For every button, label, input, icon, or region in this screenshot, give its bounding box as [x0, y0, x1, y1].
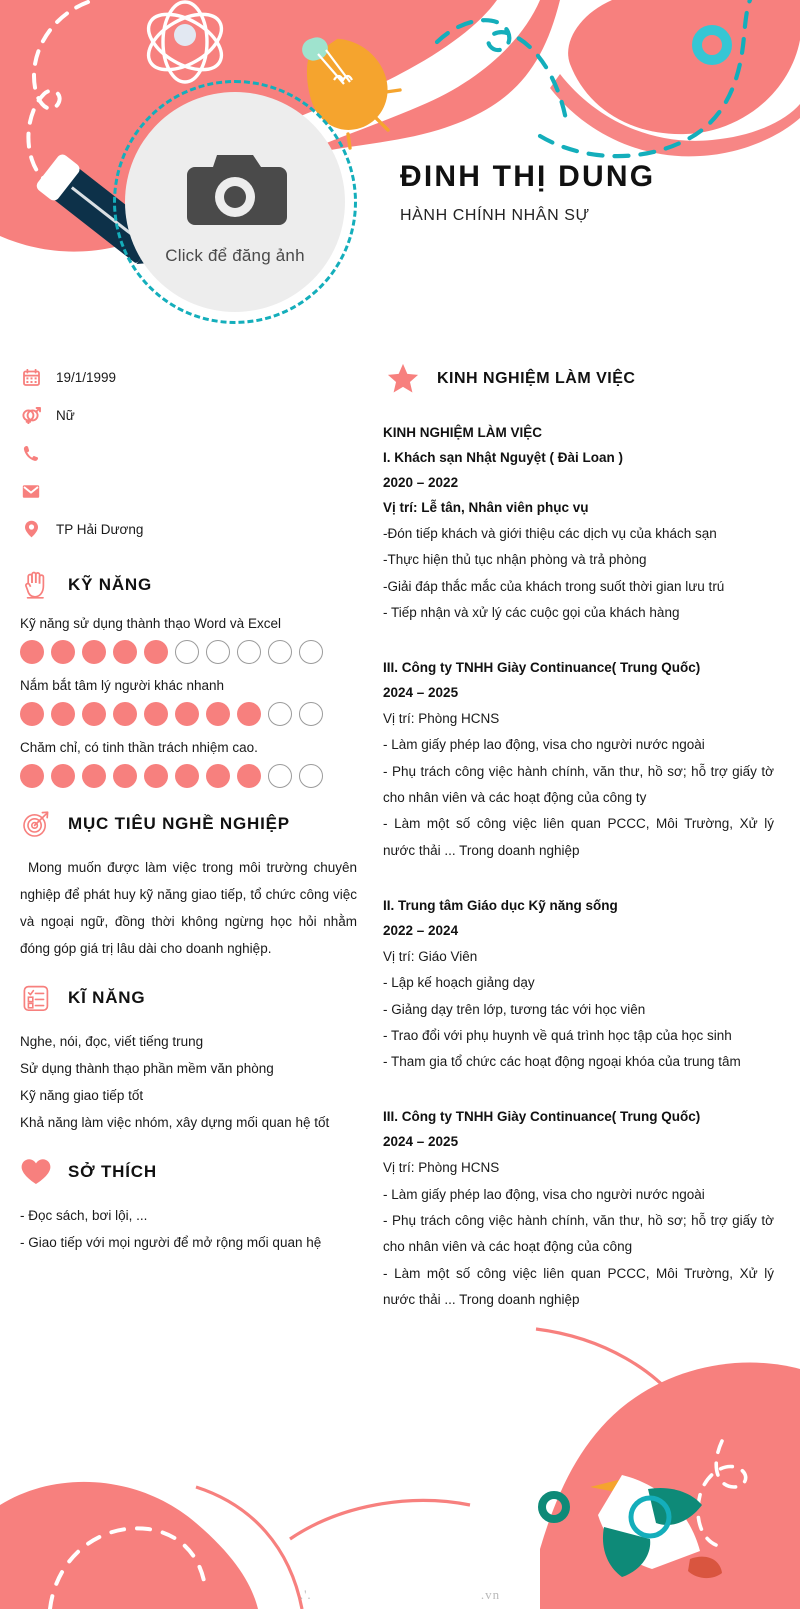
rating-dot[interactable] — [144, 764, 168, 788]
photo-upload-area[interactable] — [113, 80, 357, 324]
experience-entry — [383, 1105, 774, 1313]
experience-company[interactable]: II. Trung tâm Giáo dục Kỹ năng sống — [383, 897, 618, 913]
left-column — [0, 358, 375, 1256]
contact-row-birthday[interactable] — [20, 358, 357, 396]
name-block — [400, 160, 655, 225]
experience-role[interactable]: Vị trí: Giáo Viên — [383, 948, 478, 964]
experience-list — [383, 421, 774, 1313]
watermark-dots: .'. — [299, 1587, 312, 1602]
experience-duty[interactable]: - Lập kế hoạch giảng dạy — [383, 975, 535, 991]
contact-row-gender[interactable] — [20, 396, 357, 434]
section-title-skills-list: KĨ NĂNG — [68, 988, 146, 1007]
rating-dot[interactable] — [20, 764, 44, 788]
rating-dot[interactable] — [20, 702, 44, 726]
candidate-position[interactable]: HÀNH CHÍNH NHÂN SỰ — [400, 206, 590, 224]
experience-duty[interactable]: - Phụ trách công việc hành chính, văn thư, hồ sơ; hỗ trợ giấy tờ cho nhân viên và các hoạt động của công — [383, 1213, 774, 1255]
atom-nucleus — [174, 24, 196, 46]
contact-list — [20, 358, 357, 548]
rating-dot[interactable] — [20, 640, 44, 664]
rating-dot[interactable] — [175, 702, 199, 726]
gender-icon — [20, 407, 42, 424]
green-ring — [542, 1495, 566, 1519]
footer-decoration — [0, 1309, 800, 1609]
target-icon — [20, 810, 52, 838]
watermark — [0, 1587, 800, 1603]
rating-dot[interactable] — [299, 702, 323, 726]
section-title-skills-rated: KỸ NĂNG — [68, 575, 152, 594]
experience-role[interactable]: Vị trí: Phòng HCNS — [383, 1160, 500, 1176]
star-icon — [387, 362, 419, 395]
contact-row-email[interactable] — [20, 472, 357, 510]
experience-entry — [383, 446, 774, 626]
checklist-icon — [20, 984, 52, 1012]
experience-subheading-block — [383, 421, 774, 446]
rated-skills-list — [20, 616, 357, 788]
experience-duty[interactable]: -Thực hiện thủ tục nhận phòng và trả phòng — [383, 552, 647, 568]
list-item[interactable]: Sử dụng thành thạo phần mềm văn phòng — [20, 1061, 274, 1076]
experience-duty[interactable]: - Làm một số công việc liên quan PCCC, Môi Trường, Xử lý nước thải ... Trong doanh nghiệp — [383, 816, 774, 858]
skills-list[interactable] — [20, 1028, 357, 1136]
section-title-objective: MỤC TIÊU NGHỀ NGHIỆP — [68, 814, 290, 833]
camera-icon — [181, 149, 289, 238]
calendar-icon — [20, 369, 42, 386]
section-header-objective — [20, 810, 357, 838]
section-title-experience: KINH NGHIỆM LÀM VIỆC — [437, 369, 636, 387]
experience-entry — [383, 894, 774, 1076]
experience-duty[interactable]: - Làm giấy phép lao động, visa cho người nước ngoài — [383, 737, 705, 753]
rating-dot[interactable] — [51, 702, 75, 726]
skill-rating-dots[interactable] — [20, 764, 357, 788]
experience-role[interactable]: Vị trí: Lễ tân, Nhân viên phục vụ — [383, 499, 589, 515]
list-item[interactable]: Kỹ năng giao tiếp tốt — [20, 1088, 144, 1103]
heart-icon — [20, 1158, 52, 1186]
rating-dot[interactable] — [51, 640, 75, 664]
section-header-skills-list — [20, 984, 357, 1012]
rating-dot[interactable] — [144, 702, 168, 726]
section-header-experience — [387, 362, 774, 395]
rating-dot[interactable] — [51, 764, 75, 788]
section-header-skills-rated — [20, 570, 357, 600]
birthday-value: 19/1/1999 — [56, 369, 117, 385]
rating-dot[interactable] — [206, 640, 230, 664]
rating-dot[interactable] — [299, 640, 323, 664]
list-item[interactable]: Khả năng làm việc nhóm, xây dựng mối quan hệ tốt — [20, 1115, 330, 1130]
coral-blob-footer-right — [540, 1363, 800, 1609]
photo-inner-circle[interactable] — [125, 92, 345, 312]
skill-rating-dots[interactable] — [20, 702, 357, 726]
skill-item — [20, 740, 357, 788]
rating-dot[interactable] — [237, 640, 261, 664]
candidate-name[interactable]: ĐINH THỊ DUNG — [400, 160, 656, 193]
experience-duty[interactable]: - Phụ trách công việc hành chính, văn thư, hồ sơ; hỗ trợ giấy tờ cho nhân viên và các hoạt động của công ty — [383, 763, 774, 805]
rating-dot[interactable] — [82, 764, 106, 788]
skill-name[interactable]: Kỹ năng sử dụng thành thạo Word và Excel — [20, 616, 281, 631]
experience-company[interactable]: I. Khách sạn Nhật Nguyệt ( Đài Loan ) — [383, 449, 624, 465]
rating-dot[interactable] — [268, 702, 292, 726]
rating-dot[interactable] — [82, 702, 106, 726]
rating-dot[interactable] — [144, 640, 168, 664]
rating-dot[interactable] — [206, 702, 230, 726]
experience-duty[interactable]: - Tham gia tổ chức các hoạt động ngoại khóa của trung tâm — [383, 1054, 741, 1070]
experience-duty[interactable]: - Làm một số công việc liên quan PCCC, Môi Trường, Xử lý nước thải ... Trong doanh nghiệp — [383, 1265, 774, 1307]
skill-rating-dots[interactable] — [20, 640, 357, 664]
email-icon — [20, 484, 42, 499]
skill-name[interactable]: Chăm chỉ, có tinh thần trách nhiệm cao. — [20, 740, 258, 755]
rating-dot[interactable] — [82, 640, 106, 664]
experience-period[interactable]: 2020 – 2022 — [383, 474, 459, 490]
hand-icon — [20, 570, 52, 600]
location-value: TP Hải Dương — [56, 521, 144, 537]
experience-period[interactable]: 2024 – 2025 — [383, 1134, 459, 1150]
experience-company[interactable]: III. Công ty TNHH Giày Continuance( Trung Quốc) — [383, 1109, 701, 1125]
list-item[interactable]: Nghe, nói, đọc, viết tiếng trung — [20, 1034, 204, 1049]
skill-name[interactable]: Nắm bắt tâm lý người khác nhanh — [20, 678, 224, 693]
rating-dot[interactable] — [268, 764, 292, 788]
photo-upload-label: Click để đăng ảnh — [165, 245, 305, 265]
rating-dot[interactable] — [237, 702, 261, 726]
experience-entry — [383, 656, 774, 864]
experience-period[interactable]: 2024 – 2025 — [383, 685, 459, 701]
experience-period[interactable]: 2022 – 2024 — [383, 922, 459, 938]
experience-subheading: KINH NGHIỆM LÀM VIỆC — [383, 425, 543, 440]
hobbies-list[interactable] — [20, 1202, 357, 1256]
phone-icon — [20, 445, 42, 462]
list-item[interactable]: - Giao tiếp với mọi người để mở rộng mối quan hệ — [20, 1235, 322, 1250]
rating-dot[interactable] — [175, 640, 199, 664]
rating-dot[interactable] — [268, 640, 292, 664]
experience-duty[interactable]: - Giảng dạy trên lớp, tương tác với học viên — [383, 1001, 646, 1017]
skill-item — [20, 616, 357, 664]
objective-text[interactable]: Mong muốn được làm việc trong môi trường chuyên nghiệp để phát huy kỹ năng giao tiếp, tổ chức công việc và ngoại ngữ, đồng thời không ngừng học hỏi nhằm đóng góp giá trị lâu dài cho doanh nghiệp. — [20, 860, 357, 956]
contact-row-location[interactable] — [20, 510, 357, 548]
rating-dot[interactable] — [113, 764, 137, 788]
cv-body — [0, 358, 800, 1343]
experience-duty[interactable]: - Tiếp nhận và xử lý các cuộc gọi của khách hàng — [383, 604, 680, 620]
right-column — [375, 358, 800, 1343]
experience-duty[interactable]: -Đón tiếp khách và giới thiệu các dịch vụ của khách sạn — [383, 525, 717, 541]
experience-duty[interactable]: -Giải đáp thắc mắc của khách trong suốt thời gian lưu trú — [383, 578, 725, 594]
section-title-hobbies: SỞ THÍCH — [68, 1162, 157, 1181]
rating-dot[interactable] — [113, 702, 137, 726]
experience-duty[interactable]: - Làm giấy phép lao động, visa cho người nước ngoài — [383, 1186, 705, 1202]
gender-value: Nữ — [56, 407, 75, 423]
rating-dot[interactable] — [206, 764, 230, 788]
rating-dot[interactable] — [113, 640, 137, 664]
watermark-suffix: .vn — [480, 1587, 501, 1602]
location-icon — [20, 520, 42, 538]
rating-dot[interactable] — [175, 764, 199, 788]
experience-company[interactable]: III. Công ty TNHH Giày Continuance( Trung Quốc) — [383, 660, 701, 676]
rating-dot[interactable] — [299, 764, 323, 788]
section-header-hobbies — [20, 1158, 357, 1186]
contact-row-phone[interactable] — [20, 434, 357, 472]
experience-duty[interactable]: - Trao đổi với phụ huynh về quá trình học tập của học sinh — [383, 1027, 732, 1043]
list-item[interactable]: - Đọc sách, bơi lội, ... — [20, 1208, 148, 1223]
experience-role[interactable]: Vị trí: Phòng HCNS — [383, 711, 500, 727]
rating-dot[interactable] — [237, 764, 261, 788]
skill-item — [20, 678, 357, 726]
